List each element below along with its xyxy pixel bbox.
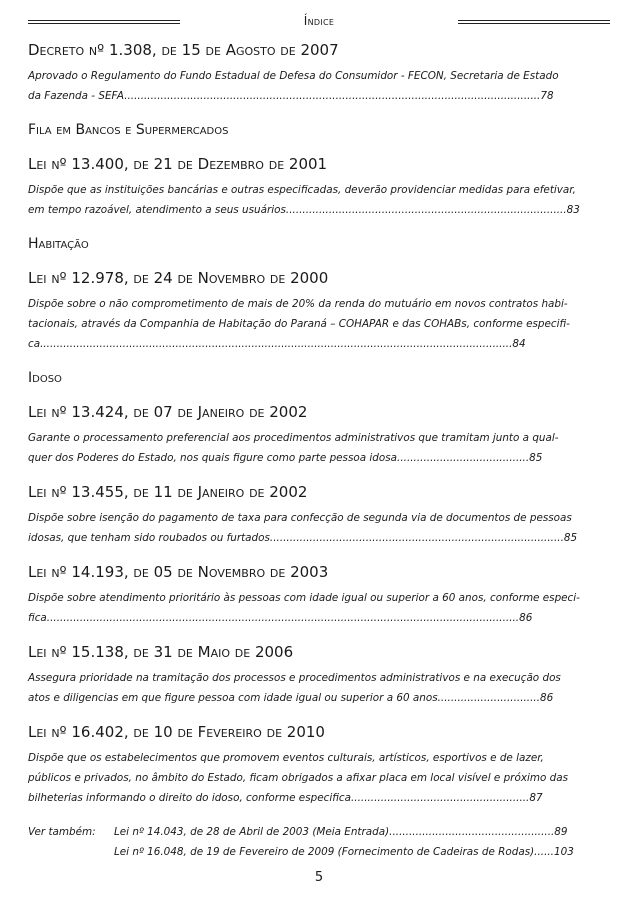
index-entry-lei-13455: [28, 482, 602, 548]
entry-description-line: fica...............................................................................................................................................86: [28, 612, 533, 624]
header-rule-right: [458, 20, 610, 24]
index-content: [28, 40, 602, 862]
entry-description-line: tacionais, através da Companhia de Habitação do Paraná – COHAPAR e das COHABs, conforme especifi-: [28, 318, 570, 330]
section-heading-habitacao: Habitação: [28, 236, 89, 252]
index-entry-lei-13424: [28, 402, 602, 468]
entry-description-line: ca...............................................................................................................................................84: [28, 338, 526, 350]
entry-description-line: em tempo razoável, atendimento a seus usuários.....................................................................................83: [28, 204, 580, 216]
see-also-label: Ver também:: [28, 826, 96, 838]
entry-description-line: Garante o processamento preferencial aos procedimentos administrativos que tramitam junto a qual-: [28, 432, 559, 444]
entry-description-line: Dispõe sobre isenção do pagamento de taxa para confecção de segunda via de documentos de pessoas: [28, 512, 572, 524]
entry-title: Lei nº 15.138, de 31 de Maio de 2006: [28, 643, 294, 661]
entry-description-line: atos e diligencias em que figure pessoa com idade igual ou superior a 60 anos...............................86: [28, 692, 554, 704]
section-heading-fila-bancos: Fila em Bancos e Supermercados: [28, 122, 229, 138]
index-entry-lei-13400: [28, 154, 602, 220]
entry-description-line: quer dos Poderes do Estado, nos quais figure como parte pessoa idosa........................................85: [28, 452, 543, 464]
see-also-item: Lei nº 14.043, de 28 de Abril de 2003 (Meia Entrada)..................................................89: [114, 826, 568, 838]
entry-description-line: Aprovado o Regulamento do Fundo Estadual de Defesa do Consumidor - FECON, Secretaria de Estado: [28, 70, 559, 82]
see-also-item: Lei nº 16.048, de 19 de Fevereiro de 2009 (Fornecimento de Cadeiras de Rodas)......103: [114, 846, 574, 858]
entry-title: Lei nº 13.455, de 11 de Janeiro de 2002: [28, 483, 308, 501]
page-title: Índice: [303, 14, 335, 28]
entry-description-line: Dispõe que os estabelecimentos que promovem eventos culturais, artísticos, esportivos e de lazer,: [28, 752, 544, 764]
see-also-block: [28, 822, 602, 862]
section-heading-idoso: Idoso: [28, 370, 62, 386]
entry-title: Lei nº 12.978, de 24 de Novembro de 2000: [28, 269, 329, 287]
entry-title: Lei nº 16.402, de 10 de Fevereiro de 2010: [28, 723, 325, 741]
page-number: 5: [314, 870, 324, 885]
entry-title: Lei nº 13.400, de 21 de Dezembro de 2001: [28, 155, 328, 173]
index-entry-lei-12978: [28, 268, 602, 354]
see-also-row: [28, 822, 602, 842]
index-entry-decreto-1308: [28, 40, 602, 106]
entry-description-line: Dispõe sobre atendimento prioritário às pessoas com idade igual ou superior a 60 anos, conforme especi-: [28, 592, 580, 604]
entry-description-line: idosas, que tenham sido roubados ou furtados.........................................................................................85: [28, 532, 578, 544]
entry-title: Decreto nº 1.308, de 15 de Agosto de 2007: [28, 41, 339, 59]
entry-description-line: Dispõe sobre o não comprometimento de mais de 20% da renda do mutuário em novos contratos habi-: [28, 298, 568, 310]
index-entry-lei-16402: [28, 722, 602, 808]
see-also-row: [28, 842, 602, 862]
entry-description-line: públicos e privados, no âmbito do Estado, ficam obrigados a afixar placa em local visível e próximo das: [28, 772, 569, 784]
entry-description-line: da Fazenda - SEFA..............................................................................................................................78: [28, 90, 554, 102]
page-header: [28, 14, 610, 34]
entry-title: Lei nº 13.424, de 07 de Janeiro de 2002: [28, 403, 308, 421]
entry-title: Lei nº 14.193, de 05 de Novembro de 2003: [28, 563, 329, 581]
index-entry-lei-14193: [28, 562, 602, 628]
index-entry-lei-15138: [28, 642, 602, 708]
entry-description-line: bilheterias informando o direito do idoso, conforme especifica......................................................87: [28, 792, 543, 804]
entry-description-line: Dispõe que as instituições bancárias e outras especificadas, deverão providenciar medidas para efetivar,: [28, 184, 576, 196]
entry-description-line: Assegura prioridade na tramitação dos processos e procedimentos administrativos e na execução dos: [28, 672, 561, 684]
